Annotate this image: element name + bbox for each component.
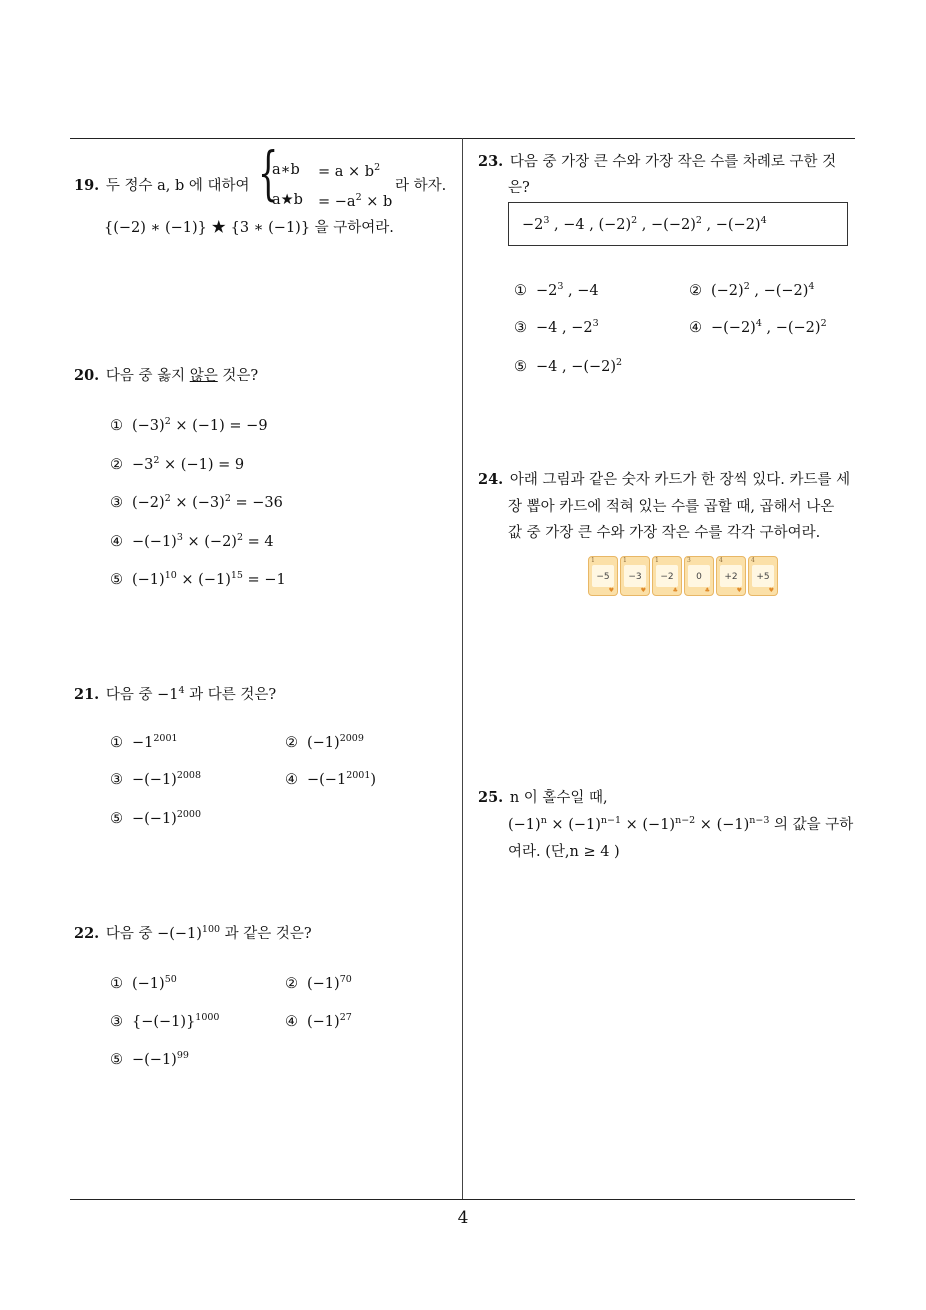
q22-choice-1[interactable]: ① $(-1)^{50}$ bbox=[110, 974, 177, 992]
q20-stem: 20. 다음 중 옳지 않은 것은? bbox=[74, 367, 259, 384]
q23-choice-3[interactable]: ③ −4 , $-2^3$ bbox=[514, 318, 599, 336]
q25-line1: 25. n 이 홀수일 때, bbox=[478, 789, 608, 806]
number-card: 4 +2 ♥ bbox=[716, 556, 746, 596]
page-number: 4 bbox=[457, 1208, 469, 1228]
number-card: 1 −2 ♣ bbox=[652, 556, 682, 596]
q19-def2-rhs: = $-a^2 \times b$ bbox=[318, 192, 393, 210]
q22-number: 22. bbox=[74, 925, 100, 942]
q19-def2-lhs: a★b bbox=[272, 192, 303, 208]
q21-choice-5[interactable]: ⑤ $-(-1)^{2000}$ bbox=[110, 809, 202, 827]
q21-choice-4[interactable]: ④ $-(-1^{2001})$ bbox=[285, 770, 377, 788]
q23-choice-4[interactable]: ④ $-(-2)^4$ , $-(-2)^2$ bbox=[689, 318, 827, 336]
q23-line1: 23. 다음 중 가장 큰 수와 가장 작은 수를 차례로 구한 것 bbox=[478, 153, 837, 170]
q19-prefix: 두 정수 a, b 에 대하여 bbox=[105, 178, 250, 194]
q25-number: 25. bbox=[478, 789, 504, 806]
number-card: 1 −5 ♥ bbox=[588, 556, 618, 596]
q19-def2 bbox=[272, 192, 393, 210]
q24-number: 24. bbox=[478, 471, 504, 488]
q22-choice-4[interactable]: ④ $(-1)^{27}$ bbox=[285, 1012, 352, 1030]
q21-choice-1[interactable]: ① $-1^{2001}$ bbox=[110, 733, 178, 751]
q21-number: 21. bbox=[74, 686, 100, 703]
q20-number: 20. bbox=[74, 367, 100, 384]
number-card: 3 0 ♣ bbox=[684, 556, 714, 596]
q22-choice-2[interactable]: ② $(-1)^{70}$ bbox=[285, 974, 352, 992]
q20-choice-1[interactable]: ① $(-3)^2 \times (-1) = -9$ bbox=[110, 416, 268, 434]
q24-line2: 장 뽑아 카드에 적혀 있는 수를 곱할 때, 곱해서 나온 bbox=[508, 499, 835, 515]
q24-line1: 24. 아래 그림과 같은 숫자 카드가 한 장씩 있다. 카드를 세 bbox=[478, 471, 851, 488]
q21-choice-2[interactable]: ② $(-1)^{2009}$ bbox=[285, 733, 364, 751]
q19-brace: { bbox=[258, 139, 279, 207]
q25-line3: 여라. (단,n ≥ 4 ) bbox=[508, 844, 620, 860]
q19-line1 bbox=[74, 174, 249, 195]
q22-choice-3[interactable]: ③ $\{-(-1)\}^{1000}$ bbox=[110, 1012, 220, 1030]
q22-choice-5[interactable]: ⑤ $-(-1)^{99}$ bbox=[110, 1050, 189, 1068]
q20-choice-4[interactable]: ④ $-(-1)^3 \times (-2)^2 = 4$ bbox=[110, 532, 274, 550]
q23-choice-5[interactable]: ⑤ −4 , $-(-2)^2$ bbox=[514, 357, 623, 375]
q19-line2: {(−2) ∗ (−1)} ★ {3 ∗ (−1)} 을 구하여라. bbox=[104, 220, 394, 236]
q21-choice-3[interactable]: ③ $-(-1)^{2008}$ bbox=[110, 770, 202, 788]
q19-suffix: 라 하자. bbox=[395, 178, 447, 194]
number-card: 4 +5 ♥ bbox=[748, 556, 778, 596]
q19-def1-rhs: = $a \times b^2$ bbox=[318, 162, 381, 180]
bottom-rule bbox=[70, 1199, 855, 1200]
q21-stem: 21. 다음 중 $-1^4$ 과 다른 것은? bbox=[74, 685, 277, 703]
q22-stem: 22. 다음 중 $-(-1)^{100}$ 과 같은 것은? bbox=[74, 924, 312, 942]
q23-line2: 은? bbox=[508, 180, 530, 196]
q19-number: 19. bbox=[74, 177, 100, 194]
q19-def1-lhs: a∗b bbox=[272, 162, 300, 178]
q25-expression: $(-1)^n \times (-1)^{n-1} \times (-1)^{n-2} \times (-1)^{n-3}$ 의 값을 구하 bbox=[508, 815, 854, 833]
q20-choice-2[interactable]: ② $-3^2 \times (-1) = 9$ bbox=[110, 455, 245, 473]
number-card: 1 −3 ♥ bbox=[620, 556, 650, 596]
q19-def1 bbox=[272, 162, 381, 180]
q20-choice-3[interactable]: ③ $(-2)^2 \times (-3)^2 = -36$ bbox=[110, 493, 283, 511]
q23-box-content: $-2^3$ , −4 , $(-2)^2$ , $-(-2)^2$ , $-(-2)^4$ bbox=[522, 215, 767, 233]
q20-underlined: 않은 bbox=[189, 368, 218, 384]
q23-choice-1[interactable]: ① $-2^3$ , −4 bbox=[514, 281, 599, 299]
q20-choice-5[interactable]: ⑤ $(-1)^{10} \times (-1)^{15} = -1$ bbox=[110, 570, 286, 588]
q23-number: 23. bbox=[478, 153, 504, 170]
column-divider bbox=[462, 138, 463, 1200]
q24-line3: 값 중 가장 큰 수와 가장 작은 수를 각각 구하여라. bbox=[508, 525, 821, 541]
q23-choice-2[interactable]: ② $(-2)^2$ , $-(-2)^4$ bbox=[689, 281, 815, 299]
